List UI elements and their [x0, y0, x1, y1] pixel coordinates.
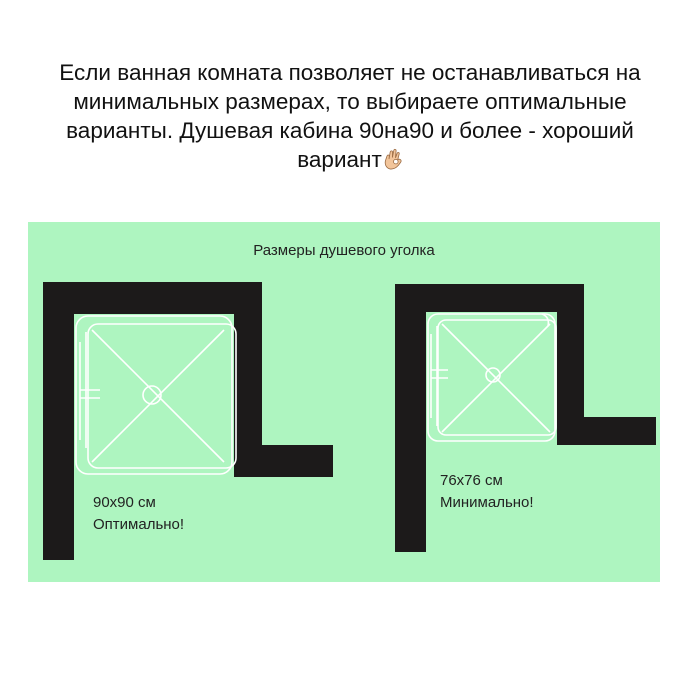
ok-hand-icon [383, 148, 403, 170]
title-line-2: минимальных размерах, то выбираете оптимальные [73, 89, 627, 114]
title-line-4 [0, 145, 700, 174]
note-optimal-text: Оптимально! [93, 516, 185, 533]
size-90x90-text: 90x90 см [93, 494, 156, 511]
page-title [0, 58, 700, 174]
label-90x90 [93, 492, 184, 536]
size-76x76-text: 76x76 см [440, 472, 503, 489]
shower-size-diagram [28, 222, 660, 582]
note-minimal-text: Минимально! [440, 494, 534, 511]
title-line-4-text: вариант [297, 147, 382, 172]
title-line-3: варианты. Душевая кабина 90на90 и более - хороший [66, 118, 634, 143]
diagram-title: Размеры душевого уголка [253, 242, 435, 259]
title-line-1: Если ванная комната позволяет не останавливаться на [59, 60, 641, 85]
label-76x76 [440, 470, 534, 514]
